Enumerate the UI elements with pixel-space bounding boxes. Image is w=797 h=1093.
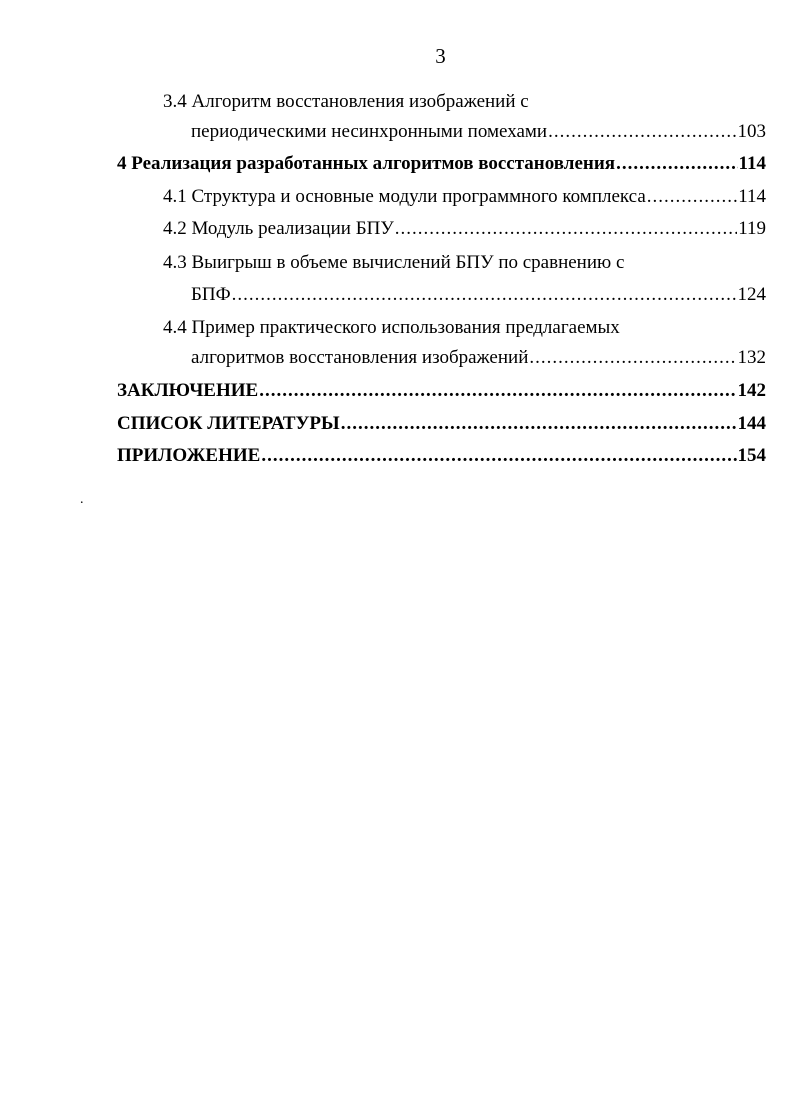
toc-chapter-4[interactable] xyxy=(117,151,766,177)
toc-page-number: 142 xyxy=(737,380,766,401)
toc-entry-4-3-line1 xyxy=(163,250,624,276)
toc-leader-dots xyxy=(341,411,737,437)
toc-page-number: 119 xyxy=(738,218,766,239)
toc-entry-4-3[interactable] xyxy=(191,282,766,308)
toc-leader-dots xyxy=(232,282,737,308)
toc-entry-title: 4.1 Структура и основные модули программного комплекса xyxy=(163,186,646,207)
toc-page-number: 132 xyxy=(737,347,766,368)
toc-page-number: 124 xyxy=(737,284,766,305)
toc-leader-dots xyxy=(259,378,736,404)
toc-entry-4-4[interactable] xyxy=(191,345,766,371)
toc-leader-dots xyxy=(616,151,737,177)
toc-leader-dots xyxy=(395,216,737,242)
toc-leader-dots xyxy=(548,119,736,145)
toc-entry-title: периодическими несинхронными помехами xyxy=(191,121,548,142)
page-number: 3 xyxy=(435,44,446,68)
toc-entry-4-4-line1 xyxy=(163,315,620,341)
toc-page-number: 114 xyxy=(738,186,766,207)
toc-conclusion[interactable] xyxy=(117,378,766,404)
toc-leader-dots xyxy=(529,345,736,371)
toc-leader-dots xyxy=(647,184,737,210)
toc-entry-title: 4 Реализация разработанных алгоритмов восстановления xyxy=(117,153,616,174)
toc-entry-title: 3.4 Алгоритм восстановления изображений с xyxy=(163,91,529,112)
toc-entry-title: СПИСОК ЛИТЕРАТУРЫ xyxy=(117,413,340,434)
toc-page-number: 154 xyxy=(737,445,766,466)
toc-entry-3-4[interactable] xyxy=(191,119,766,145)
toc-entry-title: ЗАКЛЮЧЕНИЕ xyxy=(117,380,259,401)
toc-entry-title: алгоритмов восстановления изображений xyxy=(191,347,529,368)
toc-page-number: 103 xyxy=(737,121,766,142)
toc-page-number: 144 xyxy=(737,413,766,434)
toc-entry-4-1[interactable] xyxy=(163,184,766,210)
toc-entry-3-4-line1 xyxy=(163,89,529,115)
toc-appendix[interactable] xyxy=(117,443,766,469)
toc-entry-title: БПФ xyxy=(191,284,231,305)
toc-page-number: 114 xyxy=(738,153,766,174)
toc-entry-title: 4.3 Выигрыш в объеме вычислений БПУ по сравнению с xyxy=(163,252,625,273)
toc-entry-title: 4.2 Модуль реализации БПУ xyxy=(163,218,394,239)
toc-entry-title: ПРИЛОЖЕНИЕ xyxy=(117,445,261,466)
toc-entry-title: 4.4 Пример практического использования предлагаемых xyxy=(163,317,620,338)
toc-leader-dots xyxy=(261,443,736,469)
stray-mark: . xyxy=(80,492,84,507)
toc-entry-4-2[interactable] xyxy=(163,216,766,242)
toc-references[interactable] xyxy=(117,411,766,437)
